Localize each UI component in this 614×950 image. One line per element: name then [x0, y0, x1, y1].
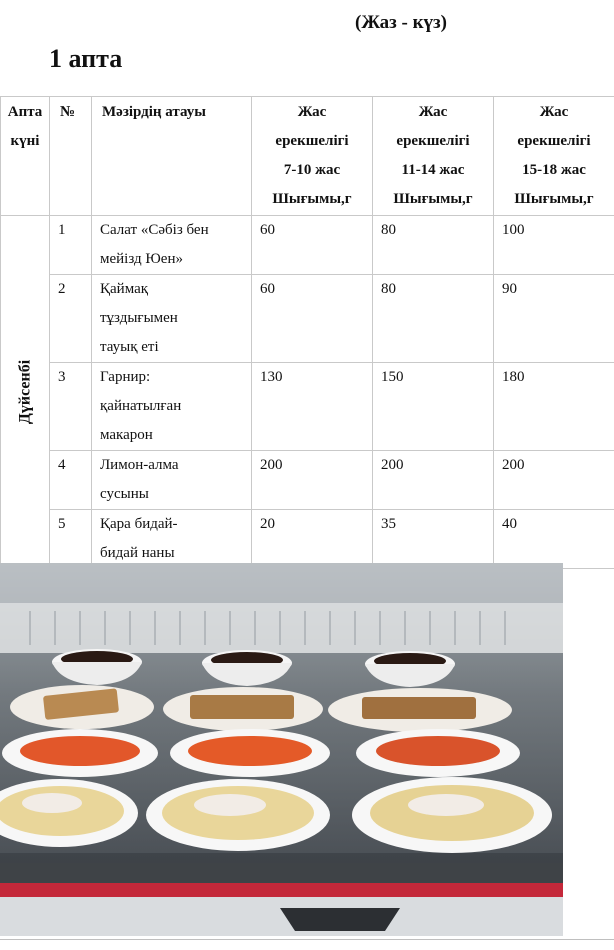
header-age-15-18 — [494, 97, 614, 216]
dish-line: тұздығымен — [100, 310, 178, 326]
bread-basket — [10, 685, 154, 729]
dish-name — [92, 275, 252, 363]
dish-line: Гарнир: — [100, 369, 151, 385]
dish-line: Қаймақ — [100, 281, 149, 297]
counter-red-trim — [0, 883, 563, 897]
dish-line: Салат «Сәбіз бен — [100, 222, 209, 238]
carrot-salad-plate — [356, 729, 520, 777]
portion-7-10: 130 — [252, 363, 373, 451]
header-line: ерекшелігі — [275, 133, 349, 149]
dish-name — [92, 510, 252, 569]
dish-line: Қара бидай- — [100, 516, 178, 532]
day-cell — [1, 216, 50, 569]
portion-7-10: 60 — [252, 216, 373, 275]
dish-line: тауық еті — [100, 339, 159, 355]
bread-basket — [328, 688, 512, 732]
header-dish-name: Мәзірдің атауы — [92, 97, 252, 216]
day-label: Дүйсенбі — [16, 359, 34, 425]
portion-11-14: 200 — [373, 451, 494, 510]
season-label: (Жаз - күз) — [355, 12, 448, 33]
counter-vent — [280, 908, 400, 931]
header-week-day — [1, 97, 50, 216]
pasta-chicken-plate — [352, 777, 552, 853]
food-display-illustration — [0, 563, 563, 936]
pasta-chicken-plate — [146, 779, 330, 851]
dish-name — [92, 451, 252, 510]
carrot-salad-plate — [2, 729, 158, 777]
portion-15-18: 180 — [494, 363, 614, 451]
table-row — [1, 216, 614, 275]
dish-line: қайнатылған — [100, 398, 182, 414]
portion-11-14: 80 — [373, 216, 494, 275]
portion-15-18: 100 — [494, 216, 614, 275]
header-line: Шығымы,г — [272, 191, 352, 207]
dish-name — [92, 363, 252, 451]
header-line: Шығымы,г — [393, 191, 473, 207]
carrot-salad-plate — [170, 729, 330, 777]
portion-15-18: 200 — [494, 451, 614, 510]
dish-line: макарон — [100, 427, 153, 443]
header-number: № — [50, 97, 92, 216]
dish-line: мейізд Юен» — [100, 251, 183, 267]
header-line: Жас — [297, 104, 327, 120]
portion-7-10: 20 — [252, 510, 373, 569]
header-line: Жас — [418, 104, 448, 120]
row-number: 3 — [50, 363, 92, 451]
portion-15-18: 40 — [494, 510, 614, 569]
portion-7-10: 60 — [252, 275, 373, 363]
portion-11-14: 80 — [373, 275, 494, 363]
dish-line: Лимон-алма — [100, 457, 179, 473]
header-week-day-line: Апта — [7, 104, 43, 120]
portion-11-14: 35 — [373, 510, 494, 569]
table-row — [1, 275, 614, 363]
week-title: 1 апта — [49, 44, 123, 73]
row-number: 2 — [50, 275, 92, 363]
header-line: ерекшелігі — [517, 133, 591, 149]
portion-11-14: 150 — [373, 363, 494, 451]
table-row — [1, 510, 614, 569]
dish-line: сусыны — [100, 486, 149, 502]
portion-15-18: 90 — [494, 275, 614, 363]
table-row — [1, 451, 614, 510]
food-display-photo — [0, 563, 563, 936]
header-age-7-10 — [252, 97, 373, 216]
header-week-day-line: күні — [10, 133, 40, 149]
vent-panel — [0, 603, 563, 653]
portion-7-10: 200 — [252, 451, 373, 510]
menu-table — [0, 96, 614, 569]
row-number: 1 — [50, 216, 92, 275]
dish-line: бидай наны — [100, 545, 175, 561]
row-number: 4 — [50, 451, 92, 510]
header-line: Жас — [539, 104, 569, 120]
page-bottom-rule — [0, 939, 614, 940]
dish-name — [92, 216, 252, 275]
table-header-row — [1, 97, 614, 216]
header-line: 11-14 жас — [401, 162, 465, 178]
header-line: ерекшелігі — [396, 133, 470, 149]
header-age-11-14 — [373, 97, 494, 216]
header-line: 7-10 жас — [283, 162, 341, 178]
header-line: 15-18 жас — [522, 162, 586, 178]
header-line: Шығымы,г — [514, 191, 594, 207]
table-row — [1, 363, 614, 451]
bread-basket — [163, 687, 323, 731]
row-number: 5 — [50, 510, 92, 569]
